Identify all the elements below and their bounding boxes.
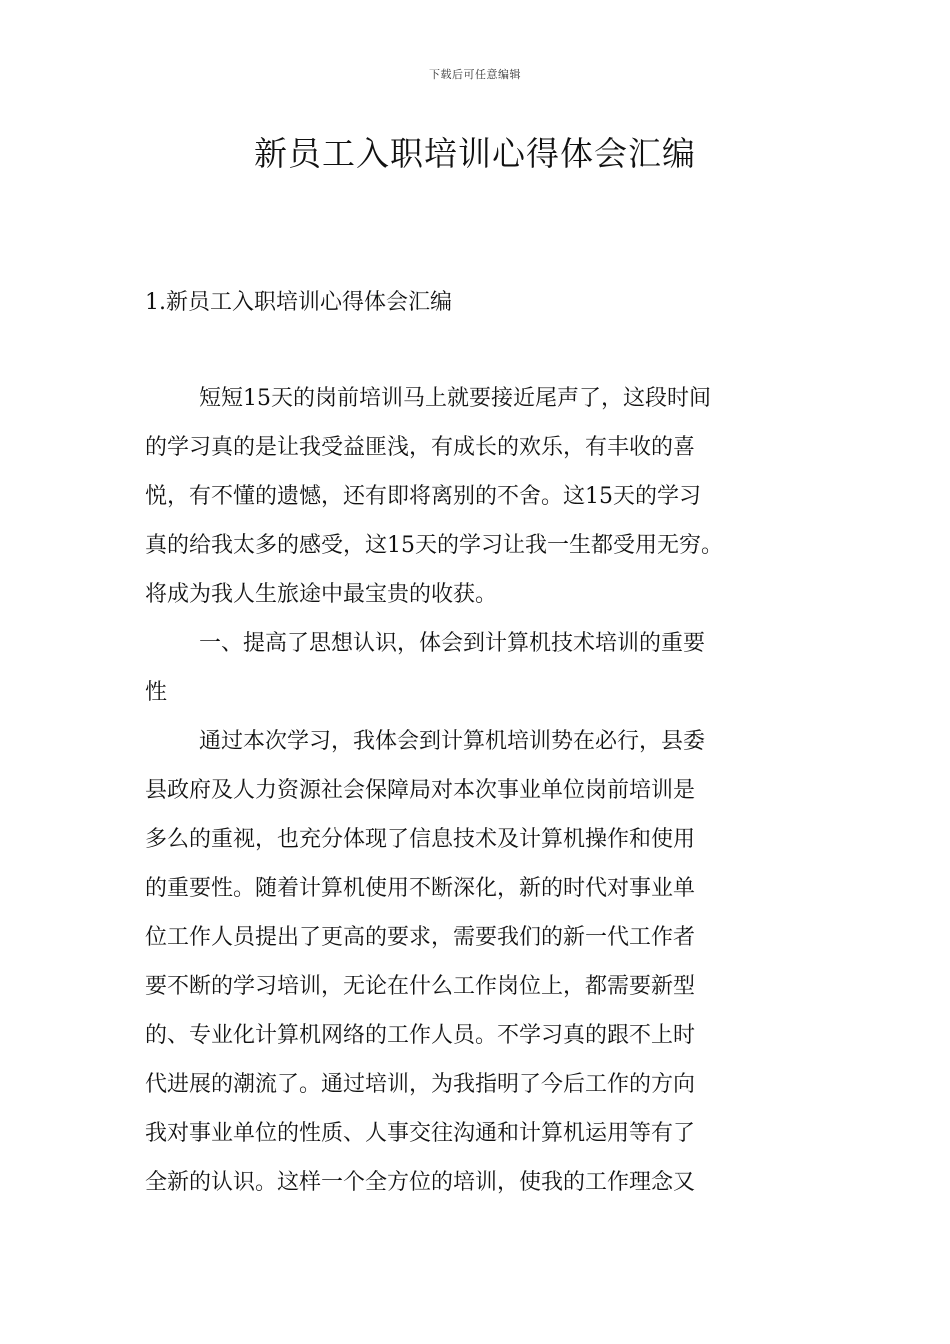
header-note: 下载后可任意编辑 <box>429 68 521 81</box>
text-line: 多么的重视，也充分体现了信息技术及计算机操作和使用 <box>145 827 696 852</box>
document-title: 新员工入职培训心得体会汇编 <box>254 134 696 173</box>
text-line: 短短15天的岗前培训马上就要接近尾声了，这段时间 <box>199 386 711 411</box>
body-text <box>145 374 807 1207</box>
text-line: 一、提高了思想认识，体会到计算机技术培训的重要 <box>199 631 706 656</box>
text-line: 的重要性。随着计算机使用不断深化，新的时代对事业单 <box>145 876 696 901</box>
text-line: 的学习真的是让我受益匪浅，有成长的欢乐，有丰收的喜 <box>145 435 696 460</box>
text-line: 要不断的学习培训，无论在什么工作岗位上，都需要新型 <box>145 974 696 999</box>
text-line: 性 <box>145 680 168 705</box>
text-line: 全新的认识。这样一个全方位的培训，使我的工作理念又 <box>145 1170 696 1195</box>
text-line: 我对事业单位的性质、人事交往沟通和计算机运用等有了 <box>145 1121 696 1146</box>
text-line: 通过本次学习，我体会到计算机培训势在必行，县委 <box>199 729 706 754</box>
text-line: 位工作人员提出了更高的要求，需要我们的新一代工作者 <box>145 925 696 950</box>
text-line: 将成为我人生旅途中最宝贵的收获。 <box>145 582 498 607</box>
text-line: 悦，有不懂的遗憾，还有即将离别的不舍。这15天的学习 <box>145 484 701 509</box>
text-line: 代进展的潮流了。通过培训，为我指明了今后工作的方向 <box>145 1072 696 1097</box>
section-heading: 1.新员工入职培训心得体会汇编 <box>145 290 452 315</box>
text-line: 真的给我太多的感受，这15天的学习让我一生都受用无穷。 <box>145 533 723 558</box>
text-line: 的、专业化计算机网络的工作人员。不学习真的跟不上时 <box>145 1023 696 1048</box>
text-line: 县政府及人力资源社会保障局对本次事业单位岗前培训是 <box>145 778 696 803</box>
